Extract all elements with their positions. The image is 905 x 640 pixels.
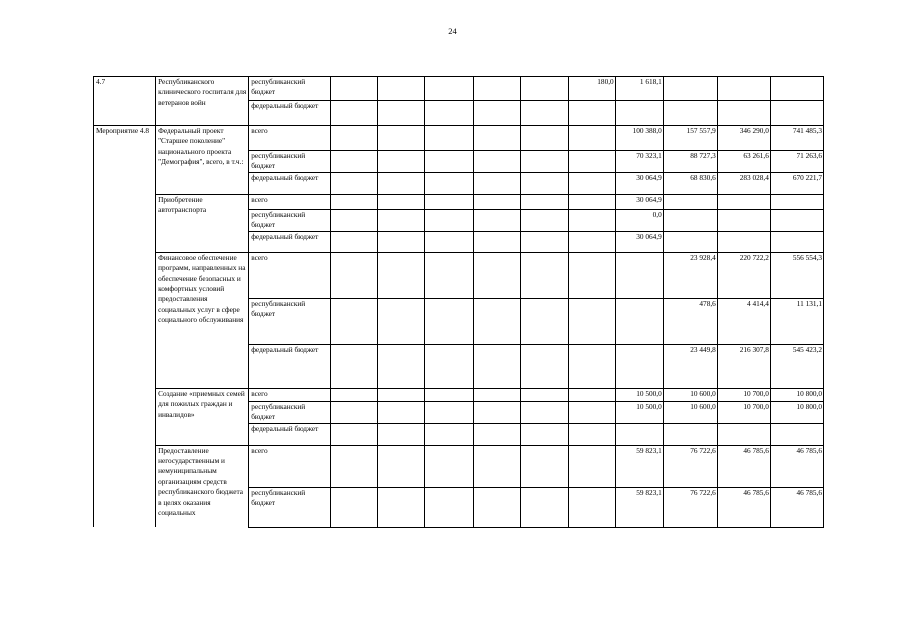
funding-source-cell: федеральный бюджет xyxy=(249,423,331,445)
table-row xyxy=(94,195,824,210)
amount-cell xyxy=(770,195,823,210)
amount-cell: 10 600,0 xyxy=(663,388,717,401)
row-id-cell: 4.7 xyxy=(94,77,156,126)
amount-cell: 545 423,2 xyxy=(770,344,823,388)
amount-cell xyxy=(473,252,520,298)
amount-cell xyxy=(425,344,473,388)
amount-cell: 10 700,0 xyxy=(717,388,770,401)
amount-cell xyxy=(473,231,520,252)
amount-cell xyxy=(663,423,717,445)
amount-cell xyxy=(770,231,823,252)
amount-cell xyxy=(520,173,568,195)
amount-cell xyxy=(770,77,823,101)
amount-cell: 478,6 xyxy=(663,298,717,344)
amount-cell xyxy=(331,487,378,527)
funding-source-cell: всего xyxy=(249,445,331,487)
amount-cell xyxy=(473,210,520,232)
amount-cell xyxy=(717,77,770,101)
funding-source-cell: республиканский бюджет xyxy=(249,151,331,173)
amount-cell: 10 800,0 xyxy=(770,401,823,423)
table-row xyxy=(94,445,824,487)
amount-cell: 10 500,0 xyxy=(615,388,663,401)
budget-table xyxy=(93,76,824,528)
funding-source-cell: всего xyxy=(249,252,331,298)
row-id-cell: Мероприятие 4.8 xyxy=(94,126,156,528)
amount-cell xyxy=(568,151,615,173)
amount-cell xyxy=(615,101,663,126)
amount-cell xyxy=(378,101,425,126)
amount-cell: 30 064,9 xyxy=(615,173,663,195)
funding-source-cell: федеральный бюджет xyxy=(249,231,331,252)
amount-cell xyxy=(520,77,568,101)
amount-cell xyxy=(473,77,520,101)
amount-cell: 283 028,4 xyxy=(717,173,770,195)
amount-cell: 46 785,6 xyxy=(770,445,823,487)
amount-cell xyxy=(663,231,717,252)
amount-cell xyxy=(520,195,568,210)
amount-cell xyxy=(520,487,568,527)
amount-cell xyxy=(473,195,520,210)
amount-cell: 59 823,1 xyxy=(615,445,663,487)
amount-cell xyxy=(520,151,568,173)
budget-table-wrapper xyxy=(93,76,824,528)
amount-cell xyxy=(717,195,770,210)
amount-cell: 670 221,7 xyxy=(770,173,823,195)
amount-cell xyxy=(331,101,378,126)
amount-cell xyxy=(331,195,378,210)
amount-cell: 46 785,6 xyxy=(770,487,823,527)
amount-cell: 100 388,0 xyxy=(615,126,663,151)
amount-cell xyxy=(378,423,425,445)
amount-cell xyxy=(425,231,473,252)
amount-cell xyxy=(331,77,378,101)
amount-cell xyxy=(331,388,378,401)
amount-cell xyxy=(615,423,663,445)
amount-cell xyxy=(473,101,520,126)
amount-cell xyxy=(378,487,425,527)
amount-cell xyxy=(473,388,520,401)
amount-cell xyxy=(520,231,568,252)
amount-cell xyxy=(378,252,425,298)
amount-cell xyxy=(473,344,520,388)
amount-cell xyxy=(425,252,473,298)
amount-cell xyxy=(663,195,717,210)
amount-cell xyxy=(473,423,520,445)
amount-cell xyxy=(615,298,663,344)
funding-source-cell: федеральный бюджет xyxy=(249,101,331,126)
amount-cell: 741 485,3 xyxy=(770,126,823,151)
amount-cell xyxy=(331,423,378,445)
amount-cell: 30 064,9 xyxy=(615,195,663,210)
amount-cell xyxy=(378,151,425,173)
amount-cell xyxy=(520,388,568,401)
amount-cell xyxy=(331,231,378,252)
amount-cell xyxy=(568,388,615,401)
amount-cell xyxy=(425,173,473,195)
activity-title-cell: Федеральный проект "Старшее поколение" национального проекта "Демография", всего, в т.ч.: xyxy=(156,126,249,195)
amount-cell xyxy=(331,298,378,344)
activity-title-cell: Предоставление негосударственным и немуниципальным организациям средств республиканского бюджета в целях оказания социальных xyxy=(156,445,249,527)
funding-source-cell: всего xyxy=(249,126,331,151)
amount-cell xyxy=(568,344,615,388)
amount-cell xyxy=(520,423,568,445)
amount-cell: 59 823,1 xyxy=(615,487,663,527)
amount-cell xyxy=(568,445,615,487)
amount-cell xyxy=(425,101,473,126)
amount-cell xyxy=(717,210,770,232)
amount-cell xyxy=(717,423,770,445)
amount-cell xyxy=(425,401,473,423)
amount-cell xyxy=(520,401,568,423)
funding-source-cell: всего xyxy=(249,195,331,210)
amount-cell xyxy=(425,487,473,527)
amount-cell xyxy=(331,344,378,388)
amount-cell: 23 928,4 xyxy=(663,252,717,298)
amount-cell xyxy=(568,101,615,126)
amount-cell xyxy=(331,252,378,298)
activity-title-cell: Республиканского клинического госпиталя для ветеранов войн xyxy=(156,77,249,126)
amount-cell xyxy=(378,445,425,487)
amount-cell: 46 785,6 xyxy=(717,487,770,527)
amount-cell: 157 557,9 xyxy=(663,126,717,151)
funding-source-cell: федеральный бюджет xyxy=(249,173,331,195)
amount-cell: 23 449,8 xyxy=(663,344,717,388)
amount-cell xyxy=(473,298,520,344)
amount-cell xyxy=(473,487,520,527)
amount-cell: 216 307,8 xyxy=(717,344,770,388)
table-row xyxy=(94,252,824,298)
amount-cell xyxy=(568,252,615,298)
amount-cell xyxy=(378,77,425,101)
table-row xyxy=(94,126,824,151)
amount-cell xyxy=(378,195,425,210)
amount-cell: 46 785,6 xyxy=(717,445,770,487)
activity-title-cell: Приобретение автотранспорта xyxy=(156,195,249,253)
amount-cell xyxy=(663,210,717,232)
amount-cell: 68 830,6 xyxy=(663,173,717,195)
amount-cell xyxy=(425,151,473,173)
amount-cell xyxy=(425,195,473,210)
amount-cell xyxy=(568,401,615,423)
amount-cell: 1 618,1 xyxy=(615,77,663,101)
amount-cell: 10 500,0 xyxy=(615,401,663,423)
amount-cell xyxy=(770,423,823,445)
amount-cell: 76 722,6 xyxy=(663,487,717,527)
amount-cell xyxy=(331,401,378,423)
amount-cell: 10 800,0 xyxy=(770,388,823,401)
amount-cell xyxy=(520,210,568,232)
amount-cell xyxy=(378,126,425,151)
amount-cell xyxy=(473,151,520,173)
amount-cell xyxy=(568,126,615,151)
funding-source-cell: всего xyxy=(249,388,331,401)
amount-cell xyxy=(378,210,425,232)
amount-cell: 10 600,0 xyxy=(663,401,717,423)
amount-cell xyxy=(663,77,717,101)
amount-cell: 70 323,1 xyxy=(615,151,663,173)
amount-cell: 11 131,1 xyxy=(770,298,823,344)
amount-cell xyxy=(473,445,520,487)
amount-cell xyxy=(568,173,615,195)
amount-cell: 76 722,6 xyxy=(663,445,717,487)
amount-cell xyxy=(770,210,823,232)
amount-cell xyxy=(568,195,615,210)
funding-source-cell: федеральный бюджет xyxy=(249,344,331,388)
amount-cell xyxy=(520,445,568,487)
funding-source-cell: республиканский бюджет xyxy=(249,77,331,101)
amount-cell xyxy=(331,210,378,232)
amount-cell xyxy=(568,423,615,445)
amount-cell xyxy=(378,388,425,401)
page-number: 24 xyxy=(448,26,457,36)
amount-cell xyxy=(568,210,615,232)
funding-source-cell: республиканский бюджет xyxy=(249,298,331,344)
amount-cell xyxy=(425,298,473,344)
amount-cell xyxy=(425,126,473,151)
table-row xyxy=(94,388,824,401)
amount-cell: 4 414,4 xyxy=(717,298,770,344)
amount-cell xyxy=(378,298,425,344)
amount-cell xyxy=(717,101,770,126)
amount-cell xyxy=(331,173,378,195)
amount-cell xyxy=(568,487,615,527)
amount-cell xyxy=(663,101,717,126)
amount-cell: 71 263,6 xyxy=(770,151,823,173)
amount-cell xyxy=(425,388,473,401)
amount-cell xyxy=(615,252,663,298)
amount-cell xyxy=(520,252,568,298)
activity-title-cell: Создание «приемных семей для пожилых граждан и инвалидов» xyxy=(156,388,249,445)
amount-cell: 0,0 xyxy=(615,210,663,232)
amount-cell xyxy=(425,445,473,487)
funding-source-cell: республиканский бюджет xyxy=(249,210,331,232)
amount-cell xyxy=(425,77,473,101)
amount-cell xyxy=(378,173,425,195)
amount-cell xyxy=(568,298,615,344)
amount-cell xyxy=(331,445,378,487)
table-row xyxy=(94,77,824,101)
amount-cell: 180,0 xyxy=(568,77,615,101)
amount-cell xyxy=(331,126,378,151)
amount-cell xyxy=(378,344,425,388)
amount-cell xyxy=(520,298,568,344)
amount-cell xyxy=(425,210,473,232)
amount-cell xyxy=(378,231,425,252)
amount-cell xyxy=(568,231,615,252)
amount-cell xyxy=(331,151,378,173)
funding-source-cell: республиканский бюджет xyxy=(249,401,331,423)
amount-cell xyxy=(615,344,663,388)
amount-cell: 88 727,3 xyxy=(663,151,717,173)
amount-cell xyxy=(520,101,568,126)
amount-cell xyxy=(770,101,823,126)
amount-cell: 220 722,2 xyxy=(717,252,770,298)
amount-cell: 30 064,9 xyxy=(615,231,663,252)
amount-cell xyxy=(473,173,520,195)
amount-cell xyxy=(473,126,520,151)
amount-cell xyxy=(520,126,568,151)
amount-cell: 10 700,0 xyxy=(717,401,770,423)
funding-source-cell: республиканский бюджет xyxy=(249,487,331,527)
amount-cell xyxy=(473,401,520,423)
amount-cell xyxy=(425,423,473,445)
amount-cell xyxy=(520,344,568,388)
activity-title-cell: Финансовое обеспечение программ, направленных на обеспечение безопасных и комфортных условий предоставления социальных услуг в сфере социального обслуживания xyxy=(156,252,249,388)
amount-cell: 346 290,0 xyxy=(717,126,770,151)
amount-cell xyxy=(717,231,770,252)
amount-cell xyxy=(378,401,425,423)
amount-cell: 63 261,6 xyxy=(717,151,770,173)
amount-cell: 556 554,3 xyxy=(770,252,823,298)
